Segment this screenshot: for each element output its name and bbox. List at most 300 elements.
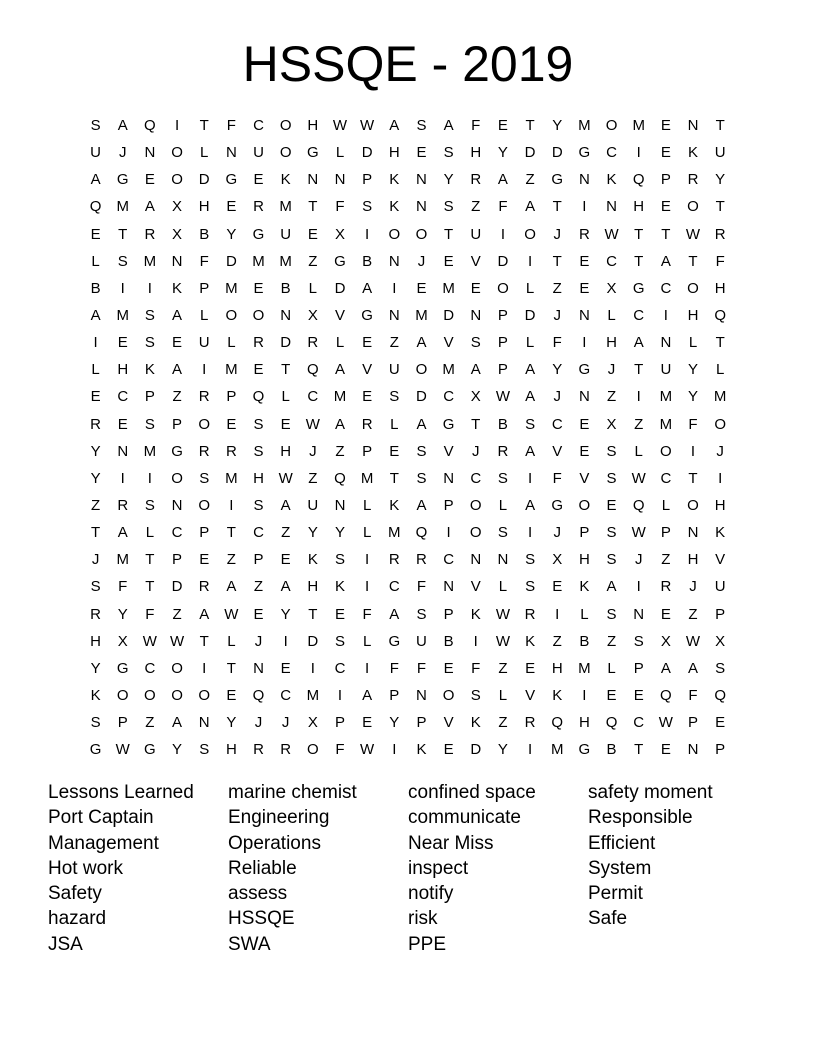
grid-letter: E [307, 225, 318, 243]
grid-letter: M [279, 252, 292, 270]
grid-letter: X [117, 632, 128, 650]
grid-letter: N [578, 171, 590, 189]
grid-letter: V [525, 687, 536, 705]
grid-letter: S [253, 415, 264, 433]
grid-letter: E [226, 198, 237, 216]
grid-letter: H [253, 469, 264, 487]
grid-letter: I [147, 279, 152, 297]
grid-letter: R [714, 225, 726, 243]
grid-letter: F [471, 659, 481, 677]
grid-letter: I [202, 659, 207, 677]
grid-letter: J [553, 225, 561, 243]
grid-letter: P [172, 415, 183, 433]
grid-letter: T [226, 524, 236, 542]
grid-letter: I [120, 469, 125, 487]
grid-row [82, 573, 734, 600]
grid-letter: I [310, 659, 315, 677]
grid-letter: R [198, 388, 210, 406]
grid-letter: E [280, 415, 291, 433]
grid-letter: E [226, 415, 237, 433]
grid-letter: E [362, 334, 373, 352]
grid-letter: E [552, 578, 563, 596]
grid-letter: T [661, 225, 671, 243]
grid-letter: S [199, 741, 210, 759]
grid-letter: O [225, 307, 238, 325]
grid-letter: Z [552, 279, 562, 297]
grid-letter: R [687, 171, 699, 189]
grid-letter: R [225, 442, 237, 460]
grid-letter: Y [552, 361, 563, 379]
grid-letter: C [551, 415, 563, 433]
grid-letter: W [305, 415, 320, 433]
grid-letter: V [470, 252, 481, 270]
grid-letter: Z [308, 469, 318, 487]
grid-letter: G [551, 497, 564, 515]
grid-letter: G [89, 741, 102, 759]
grid-letter: T [634, 252, 644, 270]
grid-letter: F [416, 578, 427, 596]
grid-letter: P [497, 307, 508, 325]
grid-letter: A [389, 117, 400, 135]
grid-letter: A [280, 497, 291, 515]
grid-letter: E [253, 605, 264, 623]
word-item: HSSQE [228, 908, 295, 930]
grid-letter: B [362, 252, 373, 270]
grid-letter: K [280, 171, 291, 189]
grid-letter: F [226, 117, 236, 135]
grid-letter: H [606, 334, 617, 352]
grid-letter: Z [145, 714, 155, 732]
grid-letter: T [525, 117, 535, 135]
grid-letter: D [225, 252, 237, 270]
grid-letter: G [171, 442, 183, 460]
grid-letter: Y [226, 225, 237, 243]
grid-letter: O [714, 415, 726, 433]
grid-letter: L [498, 578, 508, 596]
grid-letter: L [580, 605, 589, 623]
word-item: communicate [408, 807, 521, 829]
grid-letter: F [498, 198, 508, 216]
grid-letter: U [388, 361, 400, 379]
grid-letter: I [527, 741, 533, 759]
grid-letter: P [715, 605, 726, 623]
word-item: assess [228, 883, 288, 905]
grid-letter: I [392, 741, 397, 759]
grid-letter: M [225, 469, 238, 487]
grid-letter: O [279, 144, 292, 162]
grid-letter: N [633, 605, 645, 623]
grid-letter: J [553, 524, 561, 542]
grid-letter: K [144, 361, 155, 379]
grid-letter: T [145, 578, 155, 596]
word-list [48, 780, 788, 957]
grid-letter: S [90, 117, 101, 135]
grid-letter: T [634, 741, 644, 759]
grid-letter: M [116, 198, 129, 216]
grid-letter: P [362, 442, 373, 460]
grid-letter: R [470, 171, 482, 189]
word-item: Efficient [588, 832, 656, 854]
grid-letter: T [634, 225, 644, 243]
grid-letter: I [120, 279, 125, 297]
grid-letter: A [416, 334, 427, 352]
grid-letter: Z [253, 578, 264, 596]
grid-letter: M [550, 741, 564, 759]
grid-letter: M [116, 551, 129, 569]
grid-letter: K [525, 632, 536, 650]
grid-letter: U [253, 144, 264, 162]
grid-letter: R [660, 578, 672, 596]
grid-letter: J [553, 307, 561, 325]
grid-letter: C [171, 524, 183, 542]
grid-letter: C [660, 279, 672, 297]
grid-letter: T [715, 198, 725, 216]
grid-letter: N [171, 497, 183, 515]
grid-letter: J [281, 714, 290, 732]
grid-letter: N [307, 171, 319, 189]
grid-letter: S [253, 442, 264, 460]
grid-letter: U [714, 144, 726, 162]
grid-letter: Y [90, 659, 101, 677]
grid-letter: S [497, 524, 508, 542]
word-item: Port Captain [48, 807, 154, 829]
grid-letter: T [308, 198, 318, 216]
grid-letter: G [116, 659, 129, 677]
grid-letter: R [117, 497, 129, 515]
grid-letter: E [226, 687, 237, 705]
grid-letter: D [361, 144, 373, 162]
grid-letter: P [579, 524, 590, 542]
grid-row [82, 465, 734, 492]
grid-letter: B [443, 632, 454, 650]
grid-letter: E [660, 144, 671, 162]
grid-letter: C [334, 659, 346, 677]
grid-letter: E [715, 714, 726, 732]
grid-letter: J [309, 442, 317, 460]
grid-letter: R [253, 334, 264, 352]
grid-letter: A [90, 307, 101, 325]
grid-letter: Q [252, 687, 265, 705]
grid-letter: S [606, 469, 617, 487]
grid-letter: Y [90, 469, 101, 487]
grid-letter: T [471, 415, 481, 433]
grid-letter: S [144, 307, 155, 325]
grid-letter: Z [281, 524, 291, 542]
grid-letter: O [469, 497, 482, 515]
grid-letter: L [634, 442, 643, 460]
grid-letter: C [606, 252, 617, 270]
grid-letter: Z [308, 252, 318, 270]
grid-letter: S [525, 415, 536, 433]
grid-letter: S [90, 714, 101, 732]
grid-letter: I [555, 605, 560, 623]
grid-letter: O [198, 687, 211, 705]
grid-letter: H [687, 551, 699, 569]
word-item: notify [408, 883, 454, 905]
grid-letter: R [280, 741, 292, 759]
grid-letter: E [416, 279, 427, 297]
grid-letter: E [579, 415, 590, 433]
grid-letter: L [661, 497, 671, 515]
grid-letter: P [226, 388, 237, 406]
word-item: Reliable [228, 857, 297, 879]
grid-letter: N [687, 117, 699, 135]
grid-letter: G [144, 741, 156, 759]
word-item: System [588, 857, 652, 879]
grid-letter: T [145, 551, 155, 569]
grid-letter: Q [714, 307, 726, 325]
grid-letter: W [631, 469, 646, 487]
grid-letter: N [578, 307, 590, 325]
grid-letter: E [280, 551, 291, 569]
grid-letter: F [552, 469, 562, 487]
word-item: Safety [48, 883, 102, 905]
grid-letter: W [495, 605, 510, 623]
grid-letter: Q [605, 714, 618, 732]
grid-row [82, 221, 734, 248]
grid-row [82, 655, 734, 682]
grid-letter: O [116, 687, 129, 705]
grid-letter: L [281, 388, 290, 406]
grid-letter: A [226, 578, 237, 596]
grid-letter: Z [172, 605, 182, 623]
grid-letter: M [578, 659, 591, 677]
grid-letter: I [365, 659, 370, 677]
grid-letter: W [115, 741, 130, 759]
grid-letter: Y [226, 714, 237, 732]
grid-letter: K [307, 551, 318, 569]
grid-letter: G [551, 171, 564, 189]
grid-letter: I [636, 578, 641, 596]
grid-letter: E [470, 279, 481, 297]
grid-letter: S [525, 551, 536, 569]
grid-letter: I [636, 144, 641, 162]
grid-letter: Y [552, 117, 563, 135]
grid-letter: G [632, 279, 645, 297]
grid-letter: E [579, 279, 590, 297]
grid-letter: J [716, 442, 724, 460]
word-item: Permit [588, 883, 643, 905]
grid-letter: N [497, 551, 509, 569]
grid-letter: W [169, 632, 185, 650]
grid-letter: X [172, 225, 183, 243]
grid-letter: A [606, 578, 617, 596]
grid-letter: Z [688, 605, 698, 623]
grid-letter: N [578, 388, 590, 406]
grid-letter: L [91, 361, 100, 379]
grid-letter: E [117, 334, 128, 352]
grid-letter: N [687, 741, 699, 759]
grid-letter: I [147, 469, 152, 487]
grid-letter: A [280, 578, 291, 596]
grid-letter: Y [715, 171, 726, 189]
grid-letter: O [660, 442, 672, 460]
grid-letter: X [715, 632, 726, 650]
grid-letter: S [416, 469, 427, 487]
grid-letter: P [362, 171, 373, 189]
grid-letter: P [633, 659, 644, 677]
grid-letter: E [334, 605, 345, 623]
grid-letter: C [606, 144, 617, 162]
grid-letter: O [198, 415, 211, 433]
grid-letter: C [307, 388, 319, 406]
grid-letter: C [443, 388, 455, 406]
grid-letter: S [416, 442, 427, 460]
grid-letter: N [144, 144, 156, 162]
grid-letter: Q [714, 687, 726, 705]
grid-letter: N [388, 252, 400, 270]
grid-letter: A [525, 198, 536, 216]
grid-letter: N [660, 334, 672, 352]
grid-letter: U [198, 334, 210, 352]
grid-letter: G [578, 144, 591, 162]
grid-letter: M [713, 388, 727, 406]
grid-letter: O [442, 687, 455, 705]
grid-letter: L [525, 334, 535, 352]
grid-letter: F [471, 117, 481, 135]
grid-letter: S [606, 551, 617, 569]
grid-letter: A [389, 605, 400, 623]
grid-letter: E [90, 388, 101, 406]
grid-letter: F [416, 659, 427, 677]
grid-letter: U [416, 632, 427, 650]
grid-letter: E [660, 117, 671, 135]
grid-letter: Y [90, 442, 101, 460]
grid-letter: E [525, 659, 536, 677]
grid-letter: R [416, 551, 427, 569]
grid-letter: H [578, 551, 590, 569]
grid-letter: T [715, 334, 725, 352]
grid-letter: L [335, 334, 345, 352]
grid-letter: A [525, 497, 536, 515]
grid-letter: Z [389, 334, 399, 352]
grid-letter: R [388, 551, 400, 569]
grid-letter: E [606, 497, 617, 515]
grid-letter: Y [280, 605, 291, 623]
grid-letter: J [91, 551, 100, 569]
grid-letter: E [144, 171, 155, 189]
grid-letter: P [443, 497, 454, 515]
grid-letter: S [606, 442, 617, 460]
grid-letter: M [632, 117, 645, 135]
grid-letter: R [253, 198, 264, 216]
grid-letter: K [606, 171, 617, 189]
grid-letter: O [469, 524, 482, 542]
grid-letter: I [690, 442, 696, 460]
grid-letter: U [90, 144, 101, 162]
grid-letter: N [687, 524, 699, 542]
grid-letter: T [199, 632, 209, 650]
word-item: Responsible [588, 807, 693, 829]
grid-letter: I [202, 361, 207, 379]
grid-letter: A [525, 361, 536, 379]
grid-letter: S [470, 334, 481, 352]
grid-letter: R [307, 334, 319, 352]
grid-letter: L [227, 334, 236, 352]
grid-letter: I [582, 687, 587, 705]
grid-letter: O [171, 659, 183, 677]
grid-letter: M [442, 361, 455, 379]
grid-letter: E [362, 388, 373, 406]
grid-letter: S [443, 198, 454, 216]
grid-letter: P [144, 388, 155, 406]
grid-row [82, 519, 734, 546]
grid-letter: K [172, 279, 183, 297]
grid-letter: J [118, 144, 127, 162]
grid-letter: E [389, 442, 400, 460]
grid-letter: S [389, 388, 400, 406]
grid-letter: L [200, 144, 209, 162]
grid-letter: Z [552, 632, 562, 650]
grid-letter: C [253, 117, 264, 135]
grid-letter: O [171, 171, 183, 189]
grid-letter: P [172, 551, 183, 569]
grid-letter: L [200, 307, 209, 325]
grid-letter: S [633, 632, 644, 650]
grid-letter: X [334, 225, 345, 243]
grid-letter: B [199, 225, 210, 243]
grid-letter: O [415, 225, 428, 243]
word-column [228, 780, 408, 957]
grid-letter: F [145, 605, 155, 623]
grid-letter: H [551, 659, 563, 677]
word-item: inspect [408, 857, 469, 879]
grid-letter: Z [606, 632, 617, 650]
grid-letter: A [172, 307, 183, 325]
grid-letter: H [578, 714, 590, 732]
grid-letter: T [552, 252, 562, 270]
grid-letter: L [688, 334, 698, 352]
grid-letter: S [334, 551, 345, 569]
grid-letter: O [578, 497, 591, 515]
grid-letter: F [688, 415, 698, 433]
grid-letter: O [687, 198, 699, 216]
grid-letter: A [334, 361, 345, 379]
grid-letter: A [525, 388, 536, 406]
grid-letter: I [527, 252, 533, 270]
grid-letter: O [144, 687, 156, 705]
grid-letter: M [143, 252, 157, 270]
grid-row [82, 302, 734, 329]
grid-letter: X [660, 632, 671, 650]
grid-letter: W [658, 714, 673, 732]
grid-letter: C [280, 687, 292, 705]
grid-letter: A [688, 659, 699, 677]
grid-letter: S [470, 687, 481, 705]
grid-letter: N [280, 307, 292, 325]
grid-letter: L [607, 307, 616, 325]
grid-letter: P [715, 741, 726, 759]
grid-letter: I [500, 225, 505, 243]
grid-letter: T [199, 117, 209, 135]
grid-letter: D [524, 144, 536, 162]
word-item: Near Miss [408, 832, 494, 854]
grid-letter: G [361, 307, 373, 325]
grid-letter: K [416, 741, 427, 759]
grid-letter: J [254, 632, 263, 650]
grid-letter: L [145, 524, 155, 542]
grid-letter: P [416, 714, 427, 732]
grid-letter: F [335, 198, 345, 216]
grid-letter: Y [688, 361, 699, 379]
grid-letter: N [470, 307, 482, 325]
grid-row [82, 166, 734, 193]
grid-letter: N [334, 171, 346, 189]
grid-letter: I [636, 388, 641, 406]
grid-letter: R [524, 605, 536, 623]
grid-letter: Z [498, 659, 508, 677]
grid-letter: L [227, 632, 236, 650]
